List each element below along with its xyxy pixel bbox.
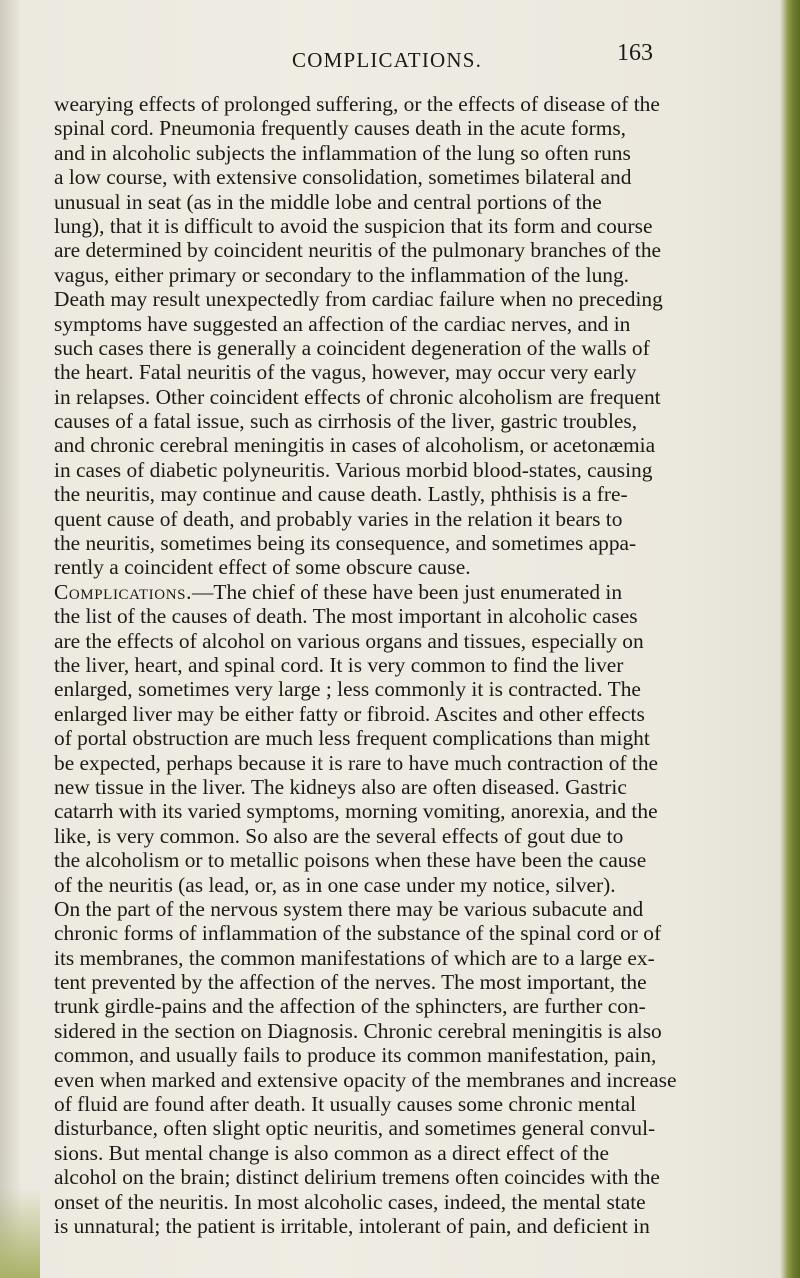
text-line: its membranes, the common manifestations of which are to a large ex- [54,945,655,970]
text-line: causes of a fatal issue, such as cirrhosis of the liver, gastric troubles, [54,409,638,434]
text-line: is unnatural; the patient is irritable, intolerant of pain, and deficient in [54,1213,650,1238]
body-text [54,92,784,1238]
text-line: onset of the neuritis. In most alcoholic cases, indeed, the mental state [54,1189,646,1214]
text-line: trunk girdle-pains and the affection of the sphincters, are further con- [54,994,646,1019]
text-line: spinal cord. Pneumonia frequently causes death in the acute forms, [54,116,627,141]
text-line: tent prevented by the affection of the nerves. The most important, the [54,970,647,995]
page-corner-stain [0,1188,40,1278]
text-line: and chronic cerebral meningitis in cases of alcoholism, or acetonæmia [54,433,656,458]
text-line: the neuritis, sometimes being its consequence, and sometimes appa- [54,531,637,556]
page-number: 163 [617,40,653,66]
text-line: rently a coincident effect of some obscure cause. [54,555,471,580]
text-line: the alcoholism or to metallic poisons when these have been the cause [54,848,647,873]
text-line: in relapses. Other coincident effects of chronic alcoholism are frequent [54,384,661,409]
text-line: unusual in seat (as in the middle lobe and central portions of the [54,189,602,214]
text-line: be expected, perhaps because it is rare to have much contraction of the [54,750,659,775]
text-line: disturbance, often slight optic neuritis, and sometimes general convul- [54,1116,656,1141]
text-line: and in alcoholic subjects the inflammation of the lung so often runs [54,140,631,165]
text-line: the list of the causes of death. The most important in alcoholic cases [54,604,638,629]
text-line: On the part of the nervous system there may be various subacute and [54,896,644,921]
text-line: the liver, heart, and spinal cord. It is very common to find the liver [54,652,624,677]
text-line: chronic forms of inflammation of the substance of the spinal cord or of [54,921,662,946]
text-line: catarrh with its varied symptoms, morning vomiting, anorexia, and the [54,799,658,824]
text-line: the neuritis, may continue and cause death. Lastly, phthisis is a fre- [54,482,628,507]
text-line: enlarged liver may be either fatty or fibroid. Ascites and other effects [54,701,645,726]
text-line: common, and usually fails to produce its common manifestation, pain, [54,1043,657,1068]
text-line: lung), that it is difficult to avoid the suspicion that its form and course [54,213,653,238]
text-line: wearying effects of prolonged suffering, or the effects of disease of the [54,92,660,116]
text-line: enlarged, sometimes very large ; less commonly it is contracted. The [54,677,641,702]
page-gutter-shadow [0,0,22,1278]
text-line: alcohol on the brain; distinct delirium tremens often coincides with the [54,1165,660,1190]
text-line: of the neuritis (as lead, or, as in one case under my notice, silver). [54,872,616,897]
text-line: symptoms have suggested an affection of the cardiac nerves, and in [54,311,631,336]
section-first-line [54,580,784,604]
text-line: are determined by coincident neuritis of the pulmonary branches of the [54,238,662,263]
page-header [292,40,692,80]
text-line: the heart. Fatal neuritis of the vagus, however, may occur very early [54,360,637,385]
text-line: new tissue in the liver. The kidneys also are often diseased. Gastric [54,774,627,799]
section-first-line-text: —The chief of these have been just enumerated in [192,579,623,604]
text-line: sidered in the section on Diagnosis. Chronic cerebral meningitis is also [54,1018,662,1043]
text-line: in cases of diabetic polyneuritis. Various morbid blood-states, causing [54,457,653,482]
text-line: of portal obstruction are much less frequent complications than might [54,726,650,751]
text-line: sions. But mental change is also common as a direct effect of the [54,1140,610,1165]
running-head: COMPLICATIONS. [292,48,483,72]
text-line: Death may result unexpectedly from cardiac failure when no preceding [54,287,663,312]
text-line: quent cause of death, and probably varies in the relation it bears to [54,506,623,531]
text-line: vagus, either primary or secondary to the inflammation of the lung. [54,262,630,287]
text-line: like, is very common. So also are the several effects of gout due to [54,823,624,848]
section-heading: Complications. [54,579,193,604]
text-line: a low course, with extensive consolidation, sometimes bilateral and [54,165,632,190]
text-line: of fluid are found after death. It usually causes some chronic mental [54,1092,637,1117]
text-line: even when marked and extensive opacity of the membranes and increase [54,1067,677,1092]
text-line: are the effects of alcohol on various organs and tissues, especially on [54,628,644,653]
text-line: such cases there is generally a coincident degeneration of the walls of [54,335,650,360]
